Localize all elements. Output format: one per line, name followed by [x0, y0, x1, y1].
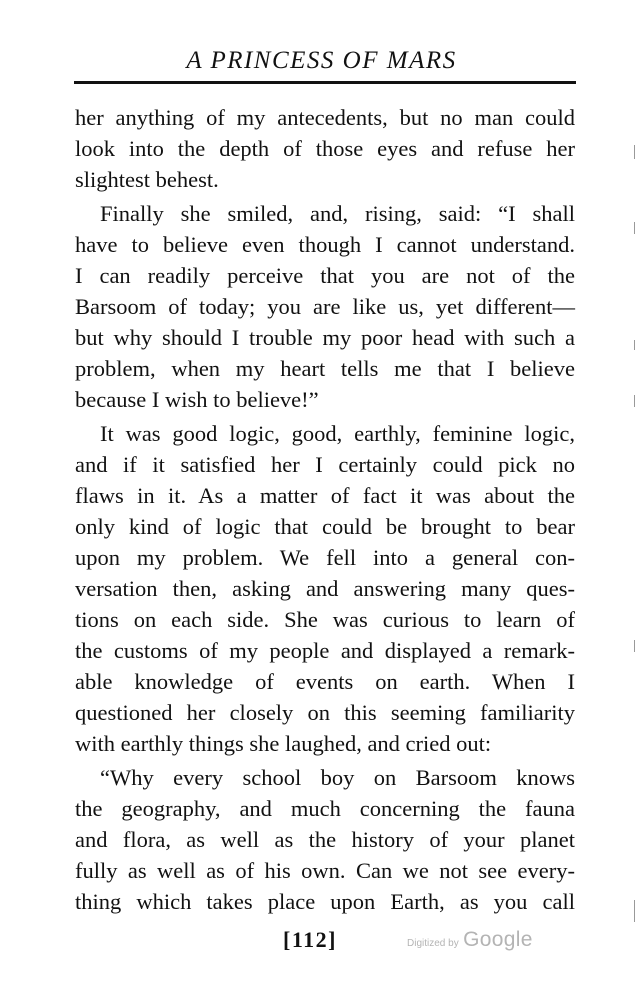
text-line: because I wish to believe!”	[75, 387, 319, 412]
google-logo: Google	[463, 928, 533, 951]
text-line: fully as well as of his own. Can we not see every-	[75, 858, 575, 883]
text-line: have to believe even though I cannot understand.	[75, 232, 575, 257]
running-head: A PRINCESS OF MARS	[186, 47, 457, 74]
text-line: Finally she smiled, and, rising, said: “I shall	[100, 201, 575, 226]
watermark-prefix: Digitized by	[407, 938, 459, 949]
text-line: “Why every school boy on Barsoom knows	[100, 765, 575, 790]
text-line: but why should I trouble my poor head with such a	[75, 325, 575, 350]
text-line: her anything of my antecedents, but no man could	[75, 105, 575, 130]
text-line: the geography, and much concerning the fauna	[75, 796, 575, 821]
text-line: only kind of logic that could be brought to bear	[75, 514, 575, 539]
text-line: thing which takes place upon Earth, as you call	[75, 889, 575, 914]
text-line: tions on each side. She was curious to learn of	[75, 607, 575, 632]
text-line: and if it satisfied her I certainly could pick no	[75, 452, 575, 477]
scan-margin-mark	[634, 145, 635, 159]
text-line: able knowledge of events on earth. When I	[75, 669, 575, 694]
header-rule	[74, 81, 576, 84]
text-line: the customs of my people and displayed a remark-	[75, 638, 575, 663]
text-line: versation then, asking and answering many ques-	[75, 576, 575, 601]
text-line: questioned her closely on this seeming familiarity	[75, 700, 575, 725]
scan-margin-mark	[634, 222, 635, 234]
scan-margin-mark	[634, 340, 635, 350]
text-line: look into the depth of those eyes and refuse her	[75, 136, 575, 161]
page-number: [112]	[283, 927, 337, 952]
scan-margin-mark	[634, 900, 635, 922]
text-line: slightest behest.	[75, 167, 219, 192]
text-line: and flora, as well as the history of your planet	[75, 827, 575, 852]
text-line: Barsoom of today; you are like us, yet different—	[75, 294, 575, 319]
text-line: problem, when my heart tells me that I believe	[75, 356, 575, 381]
text-line: flaws in it. As a matter of fact it was about the	[75, 483, 575, 508]
text-line: with earthly things she laughed, and cried out:	[75, 731, 492, 756]
text-line: upon my problem. We fell into a general con-	[75, 545, 575, 570]
text-line: I can readily perceive that you are not of the	[75, 263, 575, 288]
digitized-by-watermark	[407, 928, 533, 952]
scan-margin-mark	[634, 640, 635, 652]
text-line: It was good logic, good, earthly, feminine logic,	[100, 421, 575, 446]
scan-margin-mark	[634, 395, 635, 407]
